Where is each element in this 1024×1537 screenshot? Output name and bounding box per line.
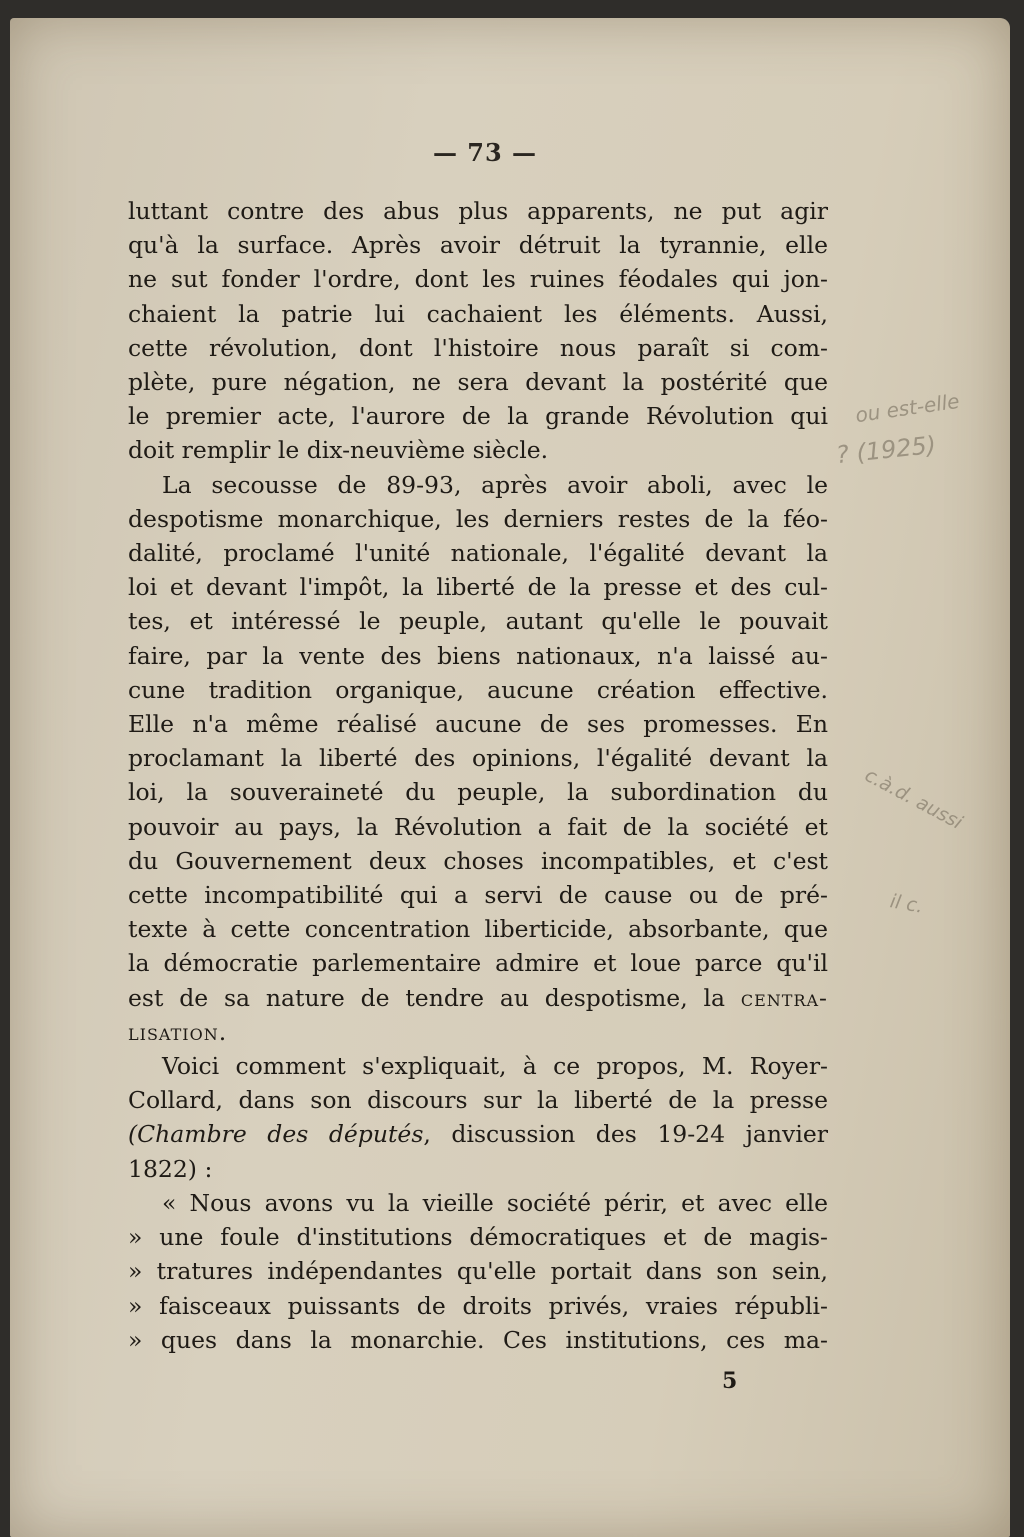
text-line: « Nous avons vu la vieille société périr, et avec elle	[162, 1188, 828, 1217]
text-line: 1822) :	[128, 1154, 213, 1183]
text-line-with-smallcaps	[128, 981, 828, 1015]
text-fragment: est de sa nature de tendre au despotisme, la	[128, 983, 726, 1012]
text-line: loi, la souveraineté du peuple, la subordination du	[128, 778, 828, 807]
printer-signature-mark: 5	[722, 1368, 738, 1394]
text-line: La secousse de 89-93, après avoir aboli, avec le	[162, 470, 828, 499]
smallcaps-word: centra-	[740, 983, 828, 1012]
paragraph-2	[128, 468, 828, 1049]
text-line: du Gouvernement deux choses incompatibles, et c'est	[128, 846, 828, 875]
text-line: chaient la patrie lui cachaient les éléments. Aussi,	[128, 299, 828, 328]
text-line: faire, par la vente des biens nationaux, n'a laissé au-	[128, 641, 828, 670]
text-line: » ques dans la monarchie. Ces institutions, ces ma-	[128, 1325, 828, 1354]
pencil-annotation: ? (1925)	[834, 430, 938, 470]
text-line-with-italic	[128, 1117, 828, 1151]
text-line: cette révolution, dont l'histoire nous paraît si com-	[128, 333, 828, 362]
text-line: Elle n'a même réalisé aucune de ses promesses. En	[128, 710, 828, 739]
paragraph-3	[128, 1049, 828, 1186]
text-line: loi et devant l'impôt, la liberté de la presse et des cul-	[128, 573, 828, 602]
text-line: luttant contre des abus plus apparents, ne put agir	[128, 197, 828, 225]
text-line: » tratures indépendantes qu'elle portait dans son sein,	[128, 1257, 828, 1286]
book-page	[10, 18, 1010, 1537]
text-line: ne sut fonder l'ordre, dont les ruines féodales qui jon-	[128, 265, 828, 294]
text-line: dalité, proclamé l'unité nationale, l'égalité devant la	[128, 539, 828, 568]
paragraph-4	[128, 1186, 828, 1357]
text-line: » faisceaux puissants de droits privés, vraies républi-	[128, 1291, 828, 1320]
text-line: Collard, dans son discours sur la liberté de la presse	[128, 1086, 828, 1115]
text-line: » une foule d'institutions démocratiques et de magis-	[128, 1223, 828, 1252]
pencil-annotation: il c.	[888, 890, 925, 918]
text-line: plète, pure négation, ne sera devant la postérité que	[128, 368, 828, 397]
text-line: la démocratie parlementaire admire et loue parce qu'il	[128, 949, 828, 978]
text-line: proclamant la liberté des opinions, l'égalité devant la	[128, 744, 828, 773]
page-text	[128, 194, 828, 1357]
text-line: cune tradition organique, aucune création effective.	[128, 675, 828, 704]
text-line: despotisme monarchique, les derniers restes de la féo-	[128, 504, 828, 533]
italic-fragment: (Chambre des députés	[128, 1120, 424, 1149]
paragraph-1	[128, 194, 828, 468]
pencil-annotation: c.à.d. aussi	[861, 764, 966, 834]
text-line: cette incompatibilité qui a servi de cause ou de pré-	[128, 881, 828, 910]
text-line: Voici comment s'expliquait, à ce propos, M. Royer-	[162, 1052, 828, 1081]
text-line: le premier acte, l'aurore de la grande Révolution qui	[128, 402, 828, 431]
text-line: pouvoir au pays, la Révolution a fait de la société et	[128, 812, 828, 841]
pencil-annotation: ou est-elle	[853, 388, 961, 428]
text-line: doit remplir le dix-neuvième siècle.	[128, 436, 549, 465]
smallcaps-line: lisation.	[128, 1017, 228, 1046]
text-fragment: , discussion des 19-24 janvier	[423, 1120, 828, 1149]
page-number: — 73 —	[432, 138, 538, 167]
text-line: texte à cette concentration liberticide, absorbante, que	[128, 915, 828, 944]
text-line: qu'à la surface. Après avoir détruit la tyrannie, elle	[128, 231, 828, 260]
text-line: tes, et intéressé le peuple, autant qu'elle le pouvait	[128, 607, 828, 636]
